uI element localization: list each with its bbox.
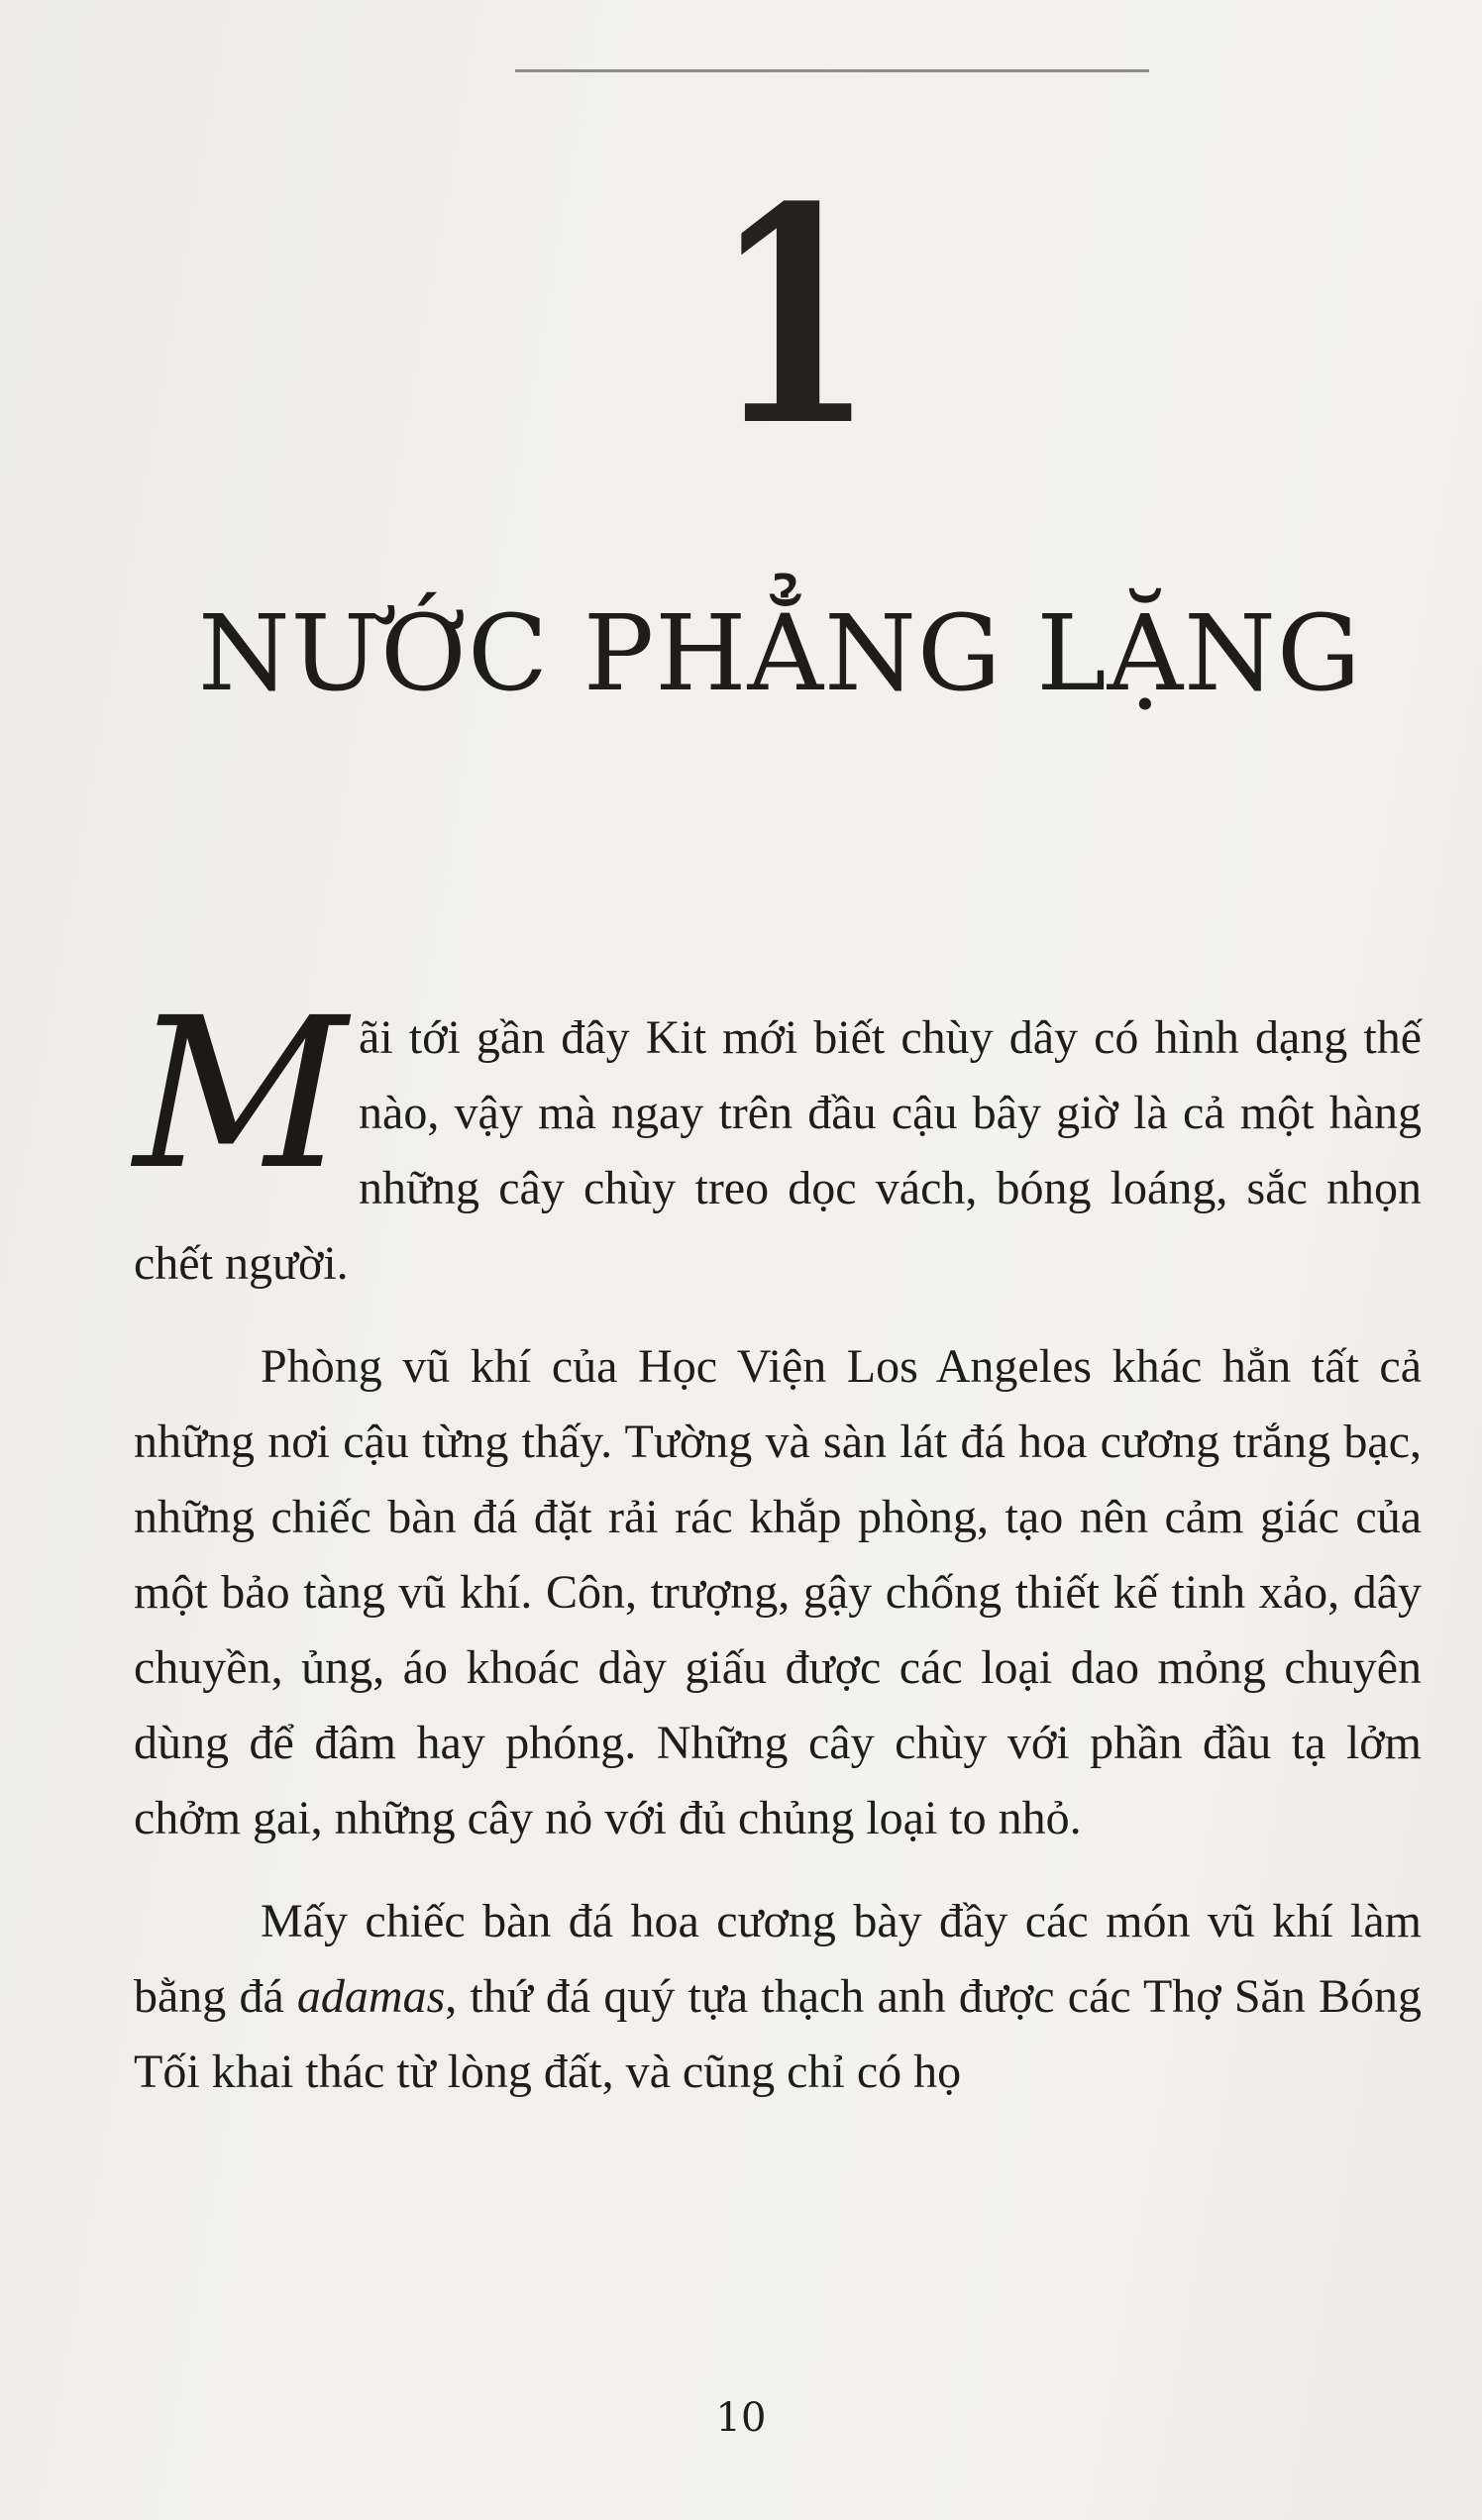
- paragraph-1: [134, 973, 1422, 1302]
- paragraph-2: [134, 1329, 1422, 1856]
- drop-cap: M: [134, 973, 342, 1215]
- paragraph-3-italic-term: adamas: [296, 1970, 446, 2023]
- paragraph-3: [134, 1884, 1422, 2110]
- page-number: 10: [715, 2395, 767, 2441]
- chapter-body: [134, 973, 1423, 2138]
- paragraph-3-text-before: Mấy chiếc bàn đá hoa cương bày đầy các món vũ khí làm bằng đá: [134, 1895, 1422, 2023]
- paragraph-2-text: Phòng vũ khí của Học Viện Los Angeles khác hẳn tất cả những nơi cậu từng thấy. Tường và sàn lát đá hoa cương trắng bạc, những chiếc bàn đá đặt rải rác khắp phòng, tạo nên cảm giác của một bảo tàng vũ khí. Côn, trượng, gậy chống thiết kế tinh xảo, dây chuyền, ủng, áo khoác dày giấu được các loại dao mỏng chuyên dùng để đâm hay phóng. Những cây chùy với phần đầu tạ lởm chởm gai, những cây nỏ với đủ chủng loại to nhỏ.: [134, 1340, 1422, 1844]
- running-header-rule: [515, 69, 1149, 72]
- chapter-number: 1: [712, 142, 875, 491]
- paragraph-1-text: ãi tới gần đây Kit mới biết chùy dây có hình dạng thế nào, vậy mà ngay trên đầu cậu bây giờ là cả một hàng những cây chùy treo dọc vách, bóng loáng, sắc nhọn chết người.: [134, 1011, 1422, 1290]
- chapter-title: NƯỚC PHẲNG LẶNG: [198, 592, 1362, 714]
- paragraph-3-text-after: , thứ đá quý tựa thạch anh được các Thợ Săn Bóng Tối khai thác từ lòng đất, và cũng chỉ có họ: [134, 1970, 1423, 2098]
